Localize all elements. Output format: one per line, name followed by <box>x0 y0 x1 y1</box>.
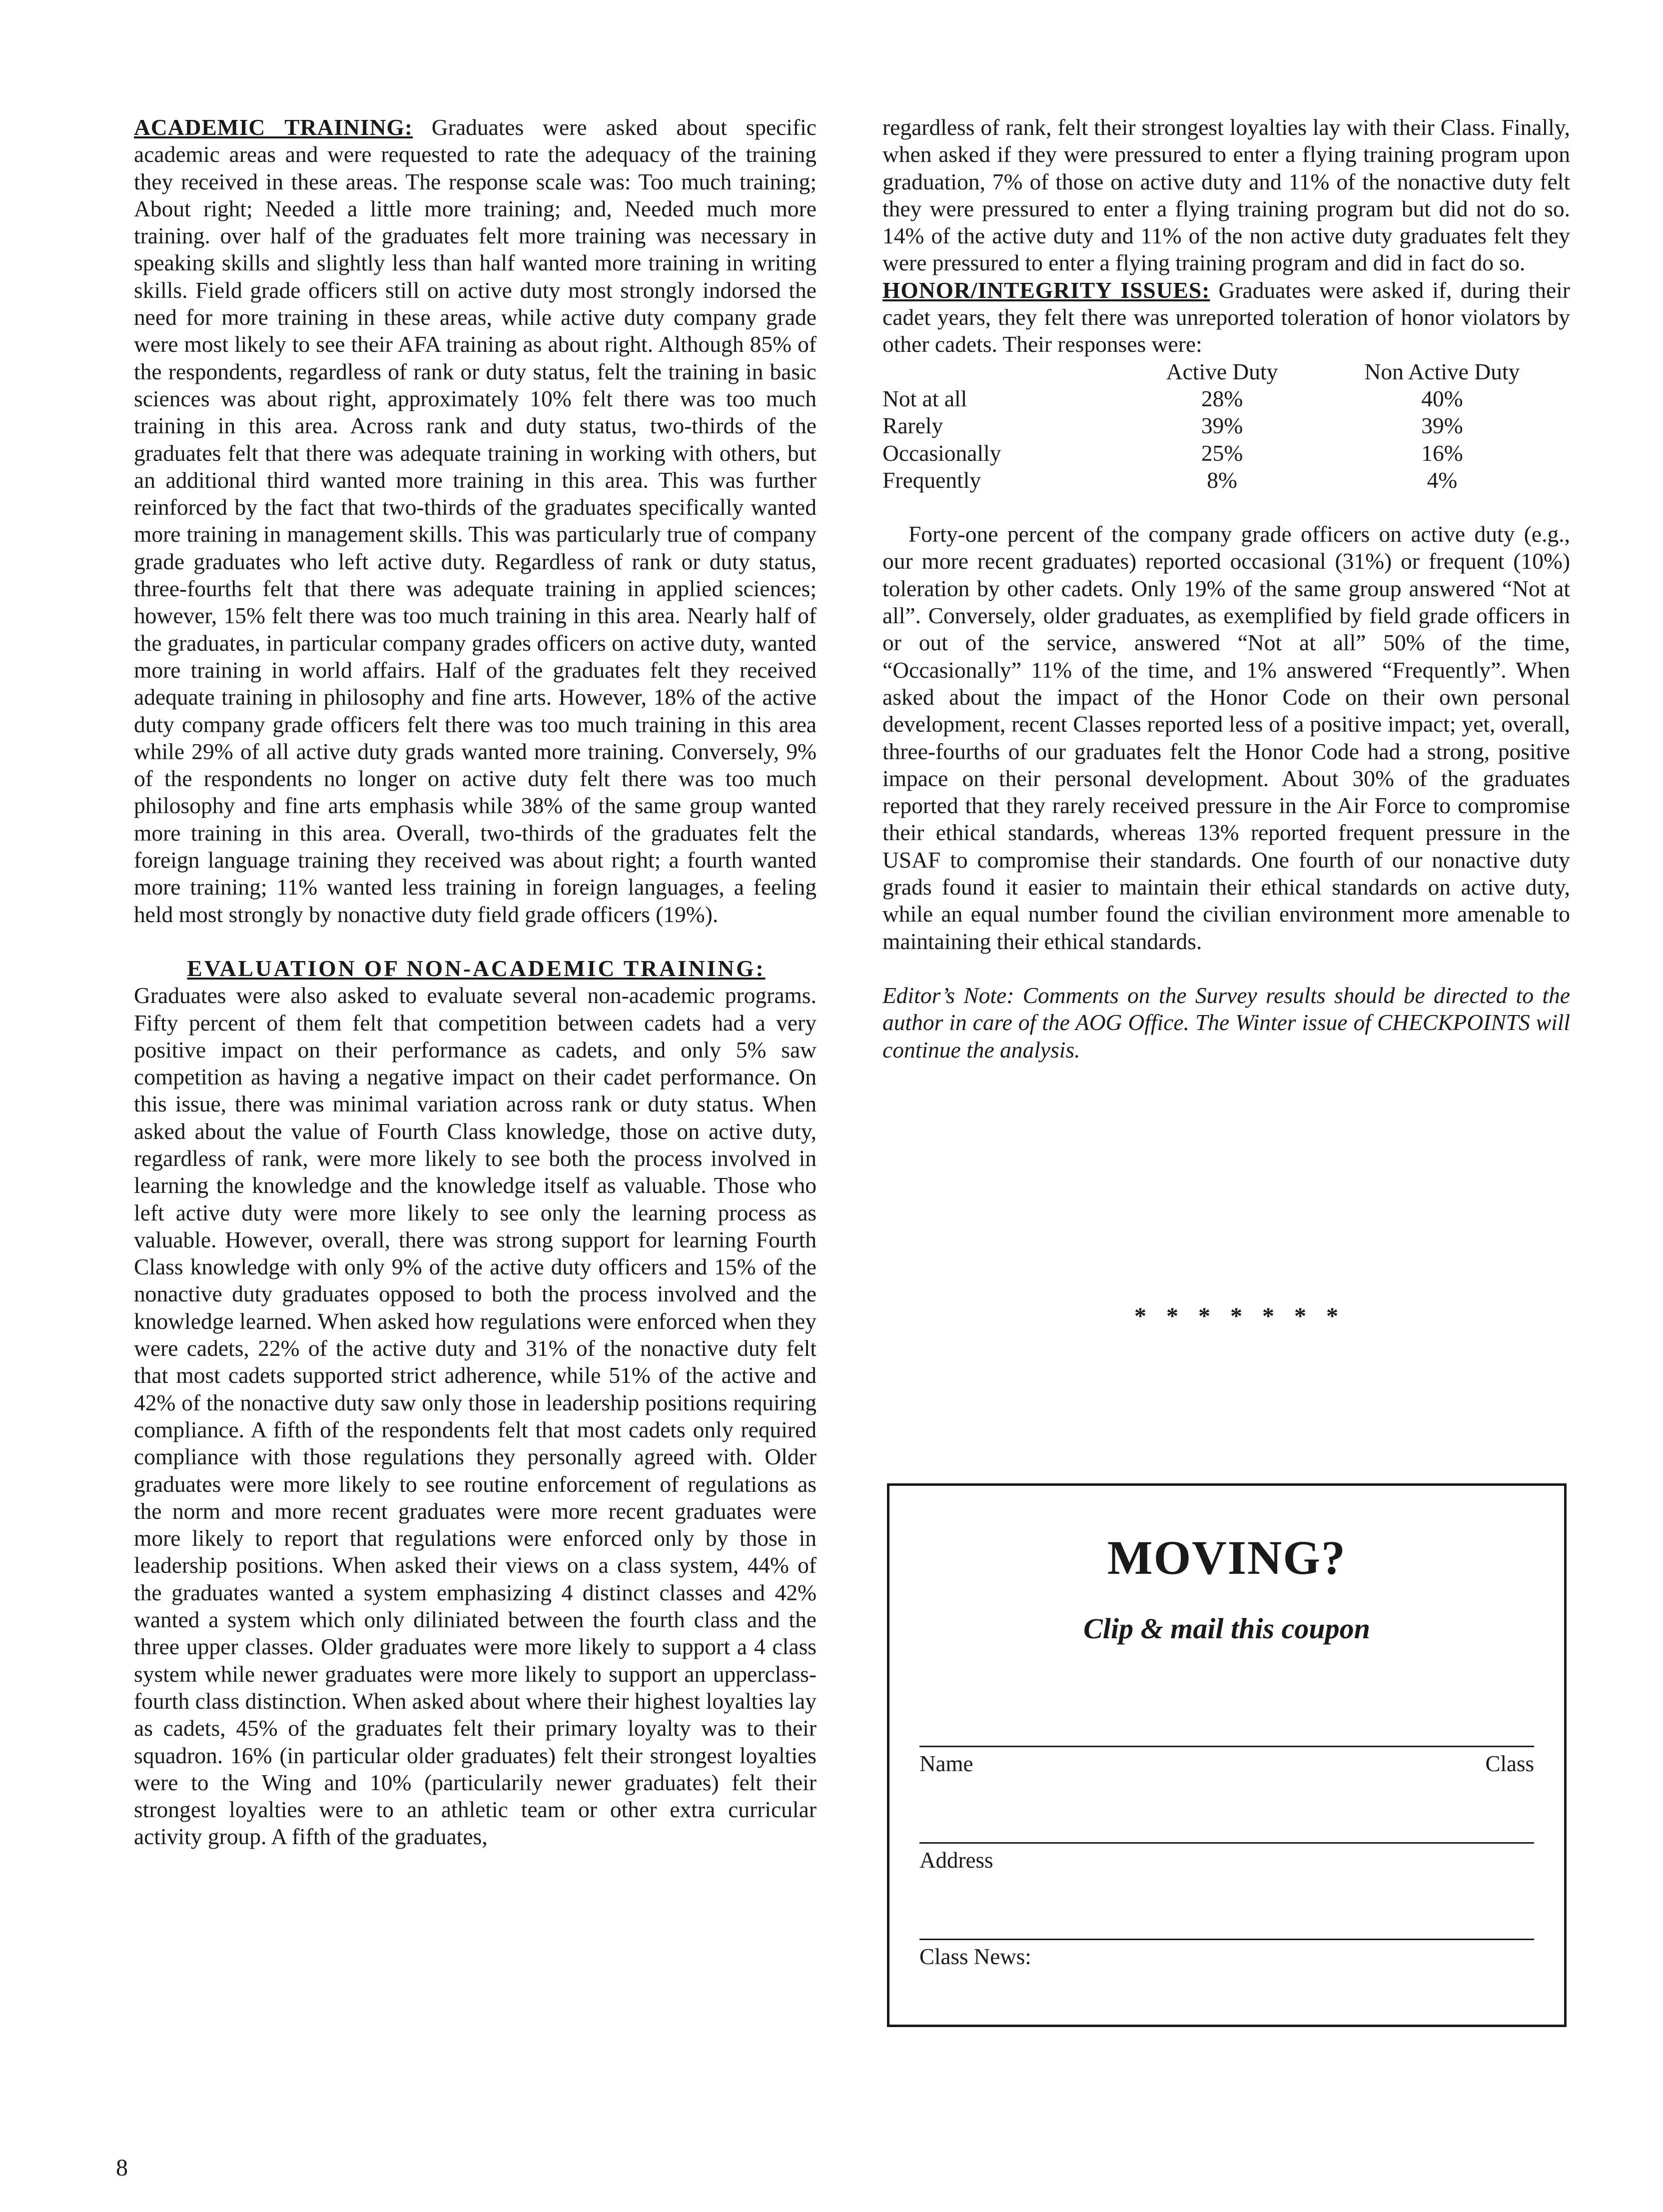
section-divider-stars: * * * * * * * <box>1134 1303 1345 1329</box>
table-row <box>882 467 1570 494</box>
class-news-label: Class News: <box>919 1944 1031 1969</box>
spacer <box>882 494 1570 521</box>
row-label: Frequently <box>882 467 981 493</box>
table-header-row <box>882 358 1570 385</box>
non-academic-heading: EVALUATION OF NON-ACADEMIC TRAINING: <box>187 955 766 981</box>
non-active-duty-value: 4% <box>1427 467 1458 493</box>
active-duty-value: 28% <box>1201 385 1243 411</box>
active-duty-value: 25% <box>1201 440 1243 466</box>
name-label: Name <box>919 1751 973 1776</box>
name-write-line[interactable] <box>919 1746 1534 1747</box>
non-active-duty-value: 16% <box>1421 440 1463 466</box>
coupon-subtitle: Clip & mail this coupon <box>1083 1612 1370 1645</box>
right-column <box>882 114 1570 1064</box>
honor-findings-paragraph: Forty-one percent of the company grade officers on active duty (e.g., our more recent graduates) reported occasional (31%) or frequent (10%) toleration by other cadets. Only 19% of the same group answered “Not at all”. Conversely, older graduates, as exemplified by field grade officers in or out of the service, answered “Not at all” 50% of the time, “Occasionally” 11% of the time, and 1% answered “Frequently”. When asked about the impact of the Honor Code on their own personal development, recent Classes reported less of a positive impact; yet, overall, three-fourths of our graduates felt the Honor Code had a strong, positive impace on their personal development. About 30% of the graduates reported that they rarely received pressure in the Air Force to compromise their ethical standards, whereas 13% reported frequent pressure in the USAF to compromise their standards. One fourth of our nonactive duty grads found it easier to maintain their ethical standards on active duty, while an equal number found the civilian environment more amenable to maintaining their ethical standards. <box>882 521 1570 954</box>
table-header-blank <box>882 358 1130 385</box>
non-active-duty-value: 40% <box>1421 385 1463 411</box>
spacer <box>134 928 817 955</box>
honor-integrity-heading: HONOR/INTEGRITY ISSUES: <box>882 277 1210 303</box>
academic-training-text: Graduates were asked about specific academic areas and were requested to rate the adequacy of the training they received in these areas. The response scale was: Too much training; About right; Needed a little more training; and, Needed much more training. over half of the graduates felt more training was necessary in speaking skills and slightly less than half wanted more training in writing skills. Field grade officers still on active duty most strongly indorsed the need for more training in these areas, while active duty company grade were most likely to see their AFA training as about right. Although 85% of the respondents, regardless of rank or duty status, felt the training in basic sciences was about right, approximately 10% felt there was too much training in this area. Across rank and duty status, two-thirds of the graduates felt that there was adequate training in working with others, but an additional third wanted more training in this area. This was further reinforced by the fact that two-thirds of the graduates specifically wanted more training in management skills. This was particularly true of company grade graduates who left active duty. Regardless of rank or duty status, three-fourths felt that there was adequate training in applied sciences; however, 15% felt there was too much training in this area. Nearly half of the graduates, in particular company grades officers on active duty, wanted more training in world affairs. Half of the graduates felt they received adequate training in philosophy and fine arts. However, 18% of the active duty company grade officers felt there was too much training in this area while 29% of all active duty grads wanted more training. Conversely, 9% of the respondents no longer on active duty felt there was too much philosophy and fine arts emphasis while 38% of the same group wanted more training in this area. Overall, two-thirds of the graduates felt the foreign language training they received was about right; a fourth wanted more training; 11% wanted less training in foreign languages, a feeling held most strongly by nonactive duty field grade officers (19%). <box>134 114 817 927</box>
left-column <box>134 114 817 1851</box>
row-label: Occasionally <box>882 440 1001 466</box>
editor-note: Editor’s Note: Comments on the Survey results should be directed to the author in care of the AOG Office. The Winter issue of CHECKPOINTS will continue the analysis. <box>882 982 1570 1063</box>
row-label: Rarely <box>882 413 943 439</box>
active-duty-value: 39% <box>1201 413 1243 439</box>
non-active-duty-value: 39% <box>1421 413 1463 439</box>
table-row <box>882 385 1570 412</box>
spacer <box>882 955 1570 982</box>
academic-training-paragraph <box>134 114 817 928</box>
academic-training-heading: ACADEMIC TRAINING: <box>134 114 413 140</box>
table-row <box>882 412 1570 439</box>
page-number: 8 <box>116 2155 128 2181</box>
non-academic-text: Graduates were also asked to evaluate several non-academic programs. Fifty percent of them felt that competition between cadets had a very positive impact on their performance as cadets, and only 5% saw competition as having a negative impact on their cadet performance. On this issue, there was minimal variation across rank or duty status. When asked about the value of Fourth Class knowledge, those on active duty, regardless of rank, were more likely to see both the process involved in learning the knowledge and the knowledge itself as valuable. Those who left active duty were more likely to see only the learning process as valuable. However, overall, there was strong support for learning Fourth Class knowledge with only 9% of the active duty officers and 15% of the nonactive duty graduates opposed to both the process involved and the knowledge learned. When asked how regulations were enforced when they were cadets, 22% of the active duty and 31% of the nonactive duty felt that most cadets supported strict adherence, while 51% of the active and 42% of the nonactive duty saw only those in leadership positions requiring compliance. A fifth of the respondents felt that most cadets only required compliance with those regulations they personally agreed with. Older graduates were more likely to see routine enforcement of regulations as the norm and more recent graduates were more recent graduates were more likely to report that regulations were enforced only by those in leadership positions. When asked their views on a class system, 44% of the graduates wanted a system emphasizing 4 distinct classes and 42% wanted a system which only diliniated between the fourth class and the three upper classes. Older graduates were more likely to support a 4 class system while newer graduates were more likely to support an upperclass-fourth class distinction. When asked about where their highest loyalties lay as cadets, 45% of the graduates felt their primary loyalty was to their squadron. 16% (in particular older graduates) felt their strongest loyalties were to the Wing and 10% (particularily newer graduates) felt their strongest loyalties were to an athletic team or other extra curricular activity group. A fifth of the graduates, <box>134 983 817 1850</box>
moving-coupon <box>887 1483 1567 2027</box>
table-row <box>882 440 1570 467</box>
active-duty-value: 8% <box>1207 467 1237 493</box>
honor-integrity-text: Graduates were asked if, during their cadet years, they felt there was unreported toleration of honor violators by other cadets. Their responses were: <box>882 277 1570 357</box>
honor-integrity-paragraph <box>882 277 1570 358</box>
address-label: Address <box>919 1848 993 1873</box>
row-label: Not at all <box>882 385 967 411</box>
coupon-title: MOVING? <box>1107 1531 1346 1584</box>
non-academic-paragraph <box>134 955 817 1851</box>
table-header-active-duty: Active Duty <box>1166 358 1278 384</box>
honor-toleration-table <box>882 358 1570 494</box>
address-write-line[interactable] <box>919 1842 1534 1844</box>
table-header-non-active-duty: Non Active Duty <box>1364 358 1520 384</box>
class-news-write-line[interactable] <box>919 1939 1534 1940</box>
class-label: Class <box>1485 1751 1534 1776</box>
loyalty-continued-paragraph: regardless of rank, felt their strongest loyalties lay with their Class. Finally, when asked if they were pressured to enter a flying training program upon graduation, 7% of those on active duty and 11% of the nonactive duty felt they were pressured to enter a flying training program but did not do so. 14% of the active duty and 11% of the non active duty graduates felt they were pressured to enter a flying training program and did in fact do so. <box>882 114 1570 276</box>
